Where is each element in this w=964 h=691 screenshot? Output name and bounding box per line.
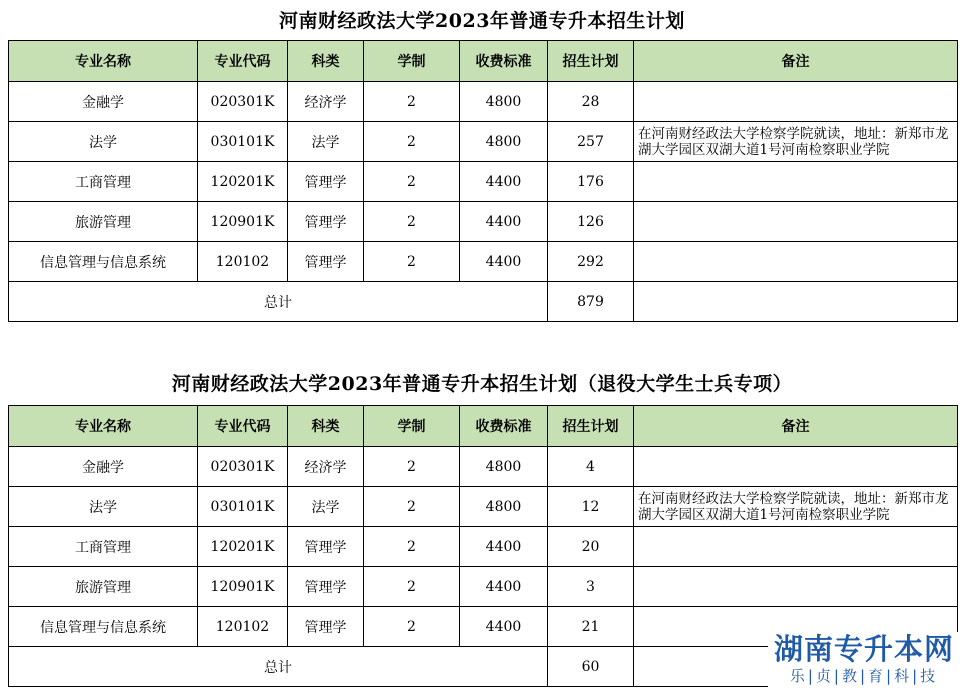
cell-fee: 4400: [460, 162, 548, 202]
cell-fee: 4800: [460, 122, 548, 162]
cell-code: 120901K: [198, 202, 288, 242]
total-row: [9, 282, 958, 322]
cell-years: 2: [364, 487, 460, 527]
table-row: [9, 242, 958, 282]
total-label: 总计: [9, 647, 548, 687]
cell-category: 法学: [288, 487, 364, 527]
cell-years: 2: [364, 447, 460, 487]
header-fee: 收费标准: [460, 41, 548, 82]
cell-plan: 4: [548, 447, 634, 487]
cell-code: 120201K: [198, 162, 288, 202]
header-category: 科类: [288, 41, 364, 82]
cell-remark: [634, 82, 958, 122]
cell-major: 工商管理: [9, 162, 198, 202]
cell-code: 120201K: [198, 527, 288, 567]
cell-plan: 20: [548, 527, 634, 567]
cell-category: 管理学: [288, 162, 364, 202]
table-row: [9, 527, 958, 567]
site-watermark-logo: [768, 632, 960, 690]
header-plan: 招生计划: [548, 406, 634, 447]
cell-remark: 在河南财经政法大学检察学院就读，地址：新郑市龙湖大学园区双湖大道1号河南检察职业学院: [634, 487, 958, 527]
header-years: 学制: [364, 41, 460, 82]
cell-fee: 4800: [460, 487, 548, 527]
header-major: 专业名称: [9, 41, 198, 82]
cell-category: 经济学: [288, 447, 364, 487]
cell-code: 120901K: [198, 567, 288, 607]
cell-years: 2: [364, 202, 460, 242]
cell-fee: 4400: [460, 607, 548, 647]
cell-plan: 28: [548, 82, 634, 122]
header-remark: 备注: [634, 406, 958, 447]
table-header-row: [9, 41, 958, 82]
cell-years: 2: [364, 242, 460, 282]
table-row: [9, 202, 958, 242]
cell-major: 信息管理与信息系统: [9, 242, 198, 282]
cell-category: 经济学: [288, 82, 364, 122]
header-code: 专业代码: [198, 41, 288, 82]
cell-plan: 257: [548, 122, 634, 162]
table-row: [9, 567, 958, 607]
cell-plan: 126: [548, 202, 634, 242]
cell-remark: [634, 282, 958, 322]
total-label: 总计: [9, 282, 548, 322]
cell-years: 2: [364, 527, 460, 567]
table-row: [9, 487, 958, 527]
header-remark: 备注: [634, 41, 958, 82]
table-row: [9, 82, 958, 122]
table-header-row: [9, 406, 958, 447]
header-code: 专业代码: [198, 406, 288, 447]
cell-remark: [634, 202, 958, 242]
cell-category: 管理学: [288, 527, 364, 567]
cell-remark: [634, 527, 958, 567]
cell-fee: 4400: [460, 242, 548, 282]
table-row: [9, 447, 958, 487]
watermark-sub-text: 乐|贞|教|育|科|技: [789, 667, 939, 685]
cell-plan: 3: [548, 567, 634, 607]
cell-major: 金融学: [9, 82, 198, 122]
table-row: [9, 122, 958, 162]
cell-remark: [634, 242, 958, 282]
total-value: 879: [548, 282, 634, 322]
cell-remark: [634, 567, 958, 607]
cell-major: 旅游管理: [9, 567, 198, 607]
header-years: 学制: [364, 406, 460, 447]
cell-remark: [634, 447, 958, 487]
cell-major: 法学: [9, 487, 198, 527]
cell-major: 金融学: [9, 447, 198, 487]
cell-major: 工商管理: [9, 527, 198, 567]
cell-category: 管理学: [288, 242, 364, 282]
cell-major: 旅游管理: [9, 202, 198, 242]
cell-code: 030101K: [198, 122, 288, 162]
cell-years: 2: [364, 82, 460, 122]
cell-fee: 4400: [460, 567, 548, 607]
cell-years: 2: [364, 567, 460, 607]
total-value: 60: [548, 647, 634, 687]
cell-code: 020301K: [198, 82, 288, 122]
cell-remark: 在河南财经政法大学检察学院就读，地址：新郑市龙湖大学园区双湖大道1号河南检察职业学院: [634, 122, 958, 162]
cell-years: 2: [364, 122, 460, 162]
enrollment-plan-table: [8, 40, 958, 322]
cell-code: 120102: [198, 607, 288, 647]
cell-category: 管理学: [288, 607, 364, 647]
cell-plan: 21: [548, 607, 634, 647]
cell-fee: 4800: [460, 82, 548, 122]
header-category: 科类: [288, 406, 364, 447]
cell-years: 2: [364, 162, 460, 202]
cell-category: 管理学: [288, 202, 364, 242]
cell-remark: [634, 162, 958, 202]
cell-fee: 4400: [460, 527, 548, 567]
cell-plan: 12: [548, 487, 634, 527]
cell-category: 管理学: [288, 567, 364, 607]
cell-major: 法学: [9, 122, 198, 162]
cell-years: 2: [364, 607, 460, 647]
header-plan: 招生计划: [548, 41, 634, 82]
cell-code: 030101K: [198, 487, 288, 527]
table-row: [9, 162, 958, 202]
cell-plan: 292: [548, 242, 634, 282]
cell-code: 120102: [198, 242, 288, 282]
header-fee: 收费标准: [460, 406, 548, 447]
cell-fee: 4400: [460, 202, 548, 242]
table2-title: 河南财经政法大学2023年普通专升本招生计划（退役大学生士兵专项）: [171, 373, 793, 395]
cell-plan: 176: [548, 162, 634, 202]
table1-title: 河南财经政法大学2023年普通专升本招生计划: [279, 10, 685, 32]
cell-fee: 4800: [460, 447, 548, 487]
cell-major: 信息管理与信息系统: [9, 607, 198, 647]
watermark-main-text: 湖南专升本网: [773, 632, 954, 666]
cell-category: 法学: [288, 122, 364, 162]
cell-code: 020301K: [198, 447, 288, 487]
header-major: 专业名称: [9, 406, 198, 447]
